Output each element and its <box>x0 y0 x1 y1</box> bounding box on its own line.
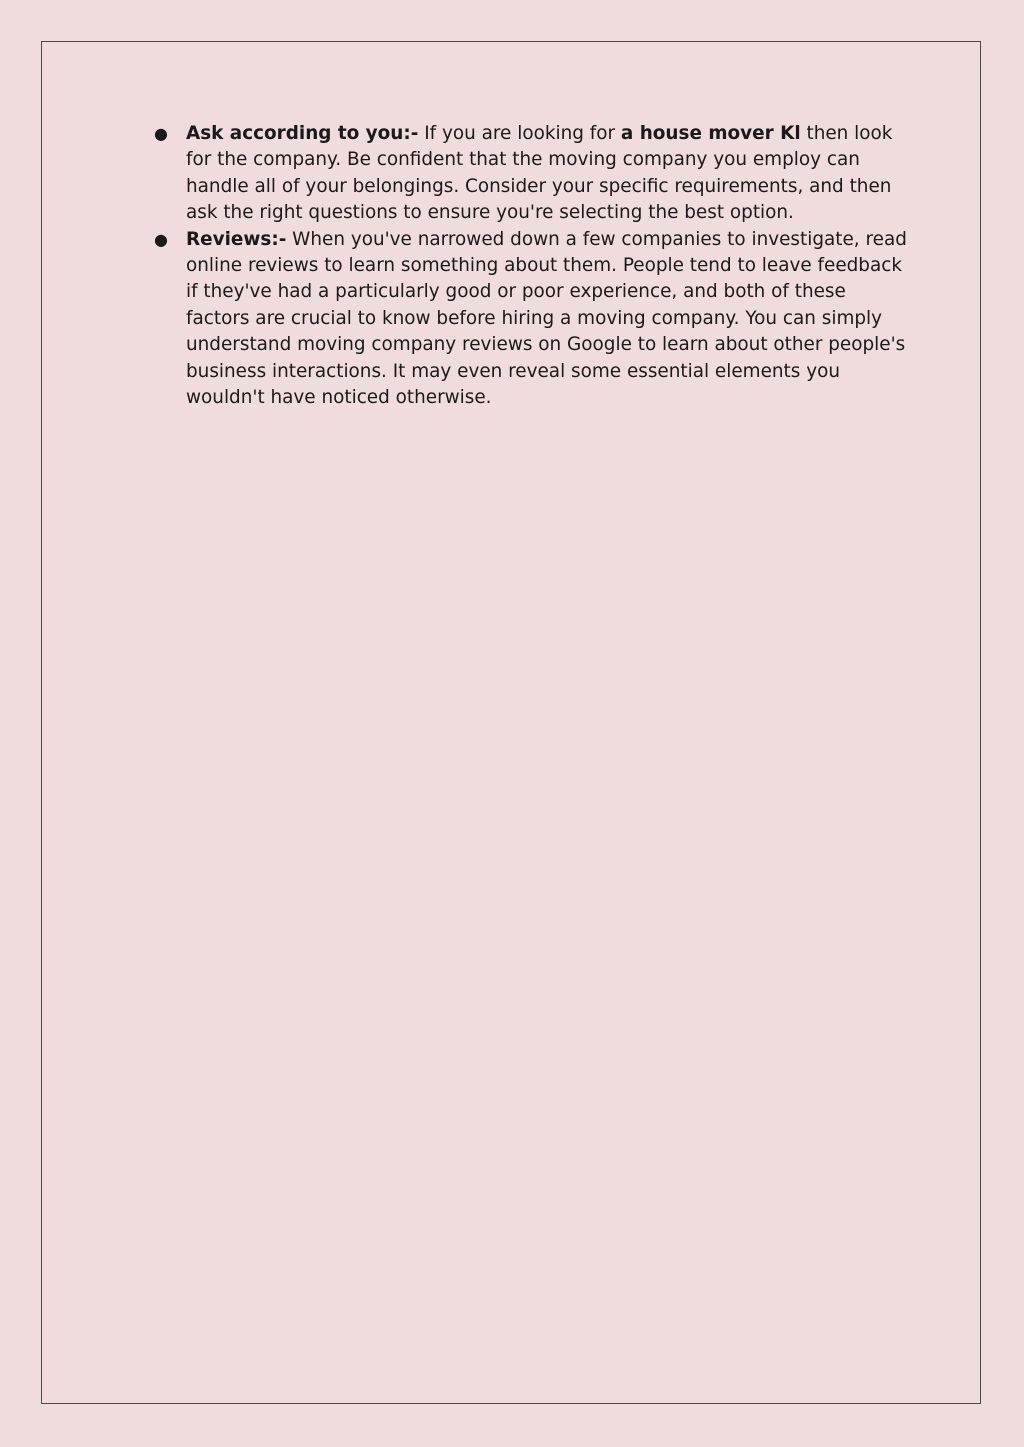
item-text: When you've narrowed down a few companies to investigate, read online reviews to learn something about them. People tend to leave feedback if they've had a particularly good or poor experience, and both of these factors are crucial to know before hiring a moving company. You can simply understand moving company reviews on Google to learn about other people's business interactions. It may even reveal some essential elements you wouldn't have noticed otherwise. <box>186 228 907 409</box>
content-bullet-list <box>154 121 908 411</box>
bullet-icon: ● <box>154 124 168 143</box>
list-item-ask-according <box>154 121 908 227</box>
item-emphasis: a house mover Kl <box>620 123 801 144</box>
item-text: If you are looking for <box>418 123 621 144</box>
bullet-icon: ● <box>154 229 168 249</box>
item-text: then look for the company. Be confident that the moving company you employ can handle all of your belongings. Consider your specific requirements, and then ask the right questions to ensure you're selecting the best option. <box>186 123 893 224</box>
item-title: Reviews:- <box>186 228 287 250</box>
item-title: Ask according to you:- <box>186 123 419 144</box>
list-item-reviews <box>154 227 908 412</box>
